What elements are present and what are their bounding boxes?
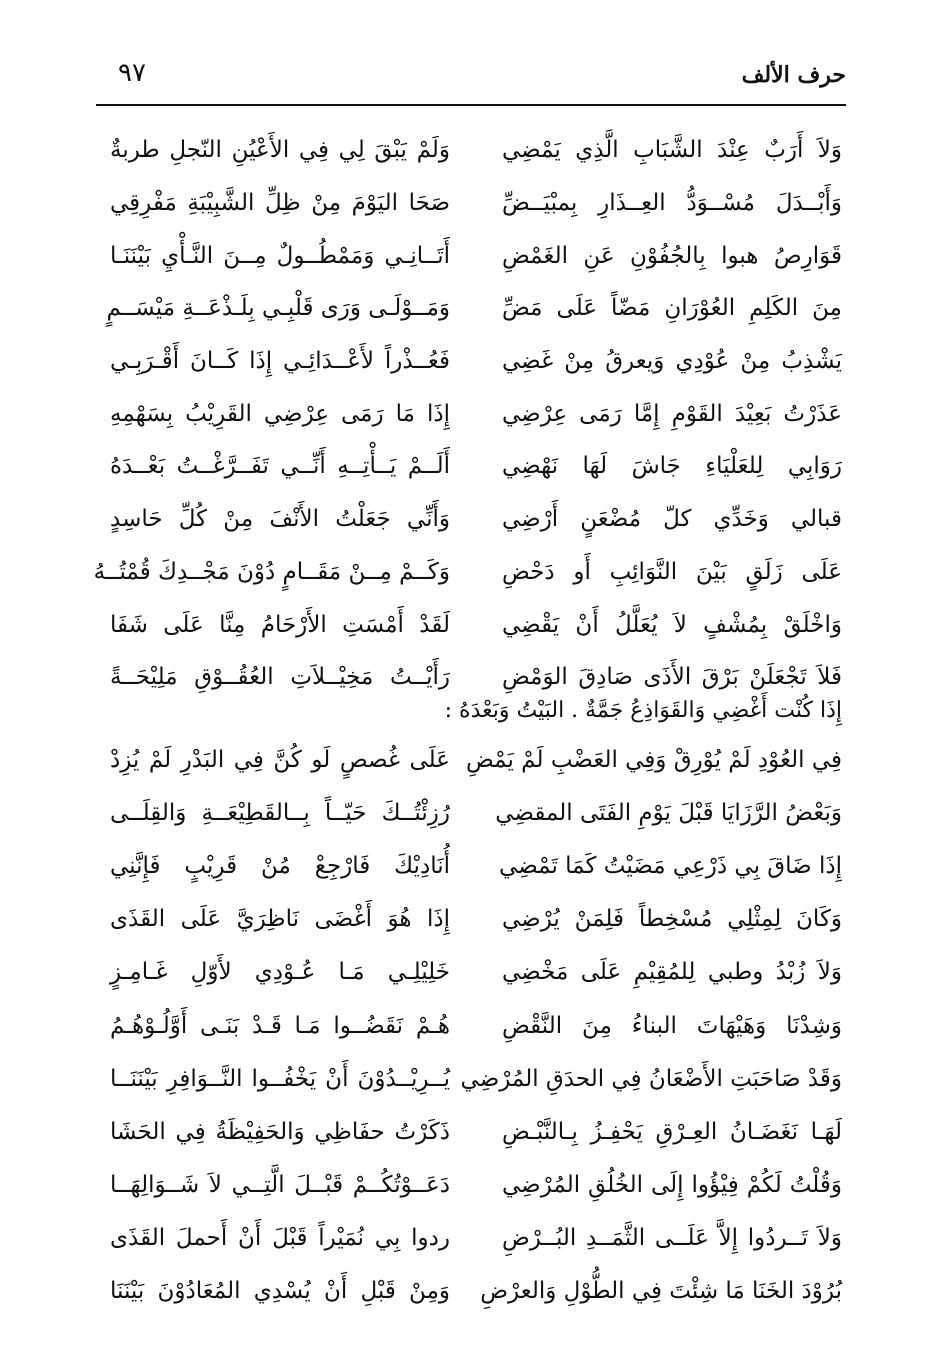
verse-line [110,946,842,999]
first-hemistich: صَحَا اليَوْمَ مِنْ ظِلِّ الشَّبِيْبَةِ مَفْرِقِي [110,190,450,217]
second-hemistich: إِذَا ضَاقَ بِي ذَرْعِي مَضَيْتُ كَمَا تَمْضِي [499,852,842,879]
verse-line [110,1052,842,1105]
second-hemistich: يَشْذِبُ مِنْ عُوْدِي وَيعرقُ مِنْ غَضِي [502,348,842,375]
second-hemistich: وَكَانَ لِمِثْلِي مُسْخِطاً فَلِمَنْ يُرْضِي [502,906,842,933]
first-hemistich: عَلَى غُصصٍ لَو كُنَّ فِي البَدْرِ لَمْ يُزِدْ [110,746,450,773]
header-rule [96,104,846,106]
verse-line [110,387,842,440]
second-hemistich: قبالي وَخَدِّي كلّ مُضْعَنٍ أَرْضِي [502,506,842,533]
verse-line [110,651,842,704]
second-hemistich: لَهَـا نَغَضَـانُ العِـرْقِ يَحْفِـزُ بِـالنَّبْـضِ [502,1118,842,1145]
first-hemistich: لَقَدْ أَمْسَتِ الأَرْحَامُ مِنَّا عَلَى شَفَا [110,611,450,638]
first-hemistich: وَلَمْ يَبْقَ لِي فِي الأَعْيُنِ النّجلِ طربةٌ [110,137,450,164]
second-hemistich: وَاخْلَقْ بِمُشْفٍ لاَ يُعَلَّلُ أَنْ يَقْضِي [502,611,842,638]
verse-line [106,282,842,335]
prose-line: إِذَا كُنْت أَغْضِي وَالقَوَاذِعُ جَمَّةٌ . البَيْتُ وَبَعْدَهُ : [444,698,842,723]
second-hemistich: وَقَدْ صَاحَبَتِ الأَضْعَانُ فِي الحدَقِ المُرْضِي [460,1065,842,1092]
first-hemistich: إِذَا مَا رَمَى عِرْضِي القَرِيْبُ بِسَهْمِهِ [110,400,450,427]
first-hemistich: وَمَــوْلَـى وَرَى قَلْبِـي بِلَـذْعَــةِ مَيْسَــمٍ [106,295,450,322]
second-hemistich: وَلاَ تَــردُوا إِلاَّ عَلَــى الثَّمَــدِ البُــرْضِ [502,1225,842,1252]
verse-line [110,733,842,786]
chapter-title: حرف الألف [741,62,846,88]
second-hemistich: عَذَرْتُ بَعِيْدَ القَوْمِ إِمَّا رَمَى عِرْضِي [502,400,842,427]
verse-line [110,335,842,388]
first-hemistich: إِذَا هُوَ أَغْضَى نَاظِرَيَّ عَلَى القَذَى [110,906,450,933]
second-hemistich: وَشِدْنَا وَهَيْهَاتَ البناءُ مِنَ النَّقْضِ [502,1012,842,1039]
first-hemistich: ذَكَرْتُ حفَاظِي وَالحَفِيْظَةُ فِي الحَشَا [110,1118,450,1145]
first-hemistich: وَكَــمْ مِــنْ مَقَــامٍ دُوْنَ مَجْــدِكَ قُمْتُــهُ [93,558,450,585]
verse-line [110,999,842,1052]
second-hemistich: عَلَى زَلَقٍ بَيْنَ النَّوَائِبِ أَو دَحْضِ [502,558,842,585]
running-head [96,52,846,102]
second-hemistich: فِي العُوْدِ لَمْ يُوْرِقْ وَفِي العَضْبِ لَمْ يَمْضِ [466,746,842,773]
second-hemistich: وَلاَ أَرَبٌ عِنْدَ الشَّبَابِ الَّذِي يَمْضِي [502,137,842,164]
first-hemistich: أُنَادِيْكَ فَارْجِعْ مُنْ قَرِيْبٍ فَإِنَّنِي [110,852,450,879]
first-hemistich: دَعَــوْتُكُــمْ قَبْــلَ الَّتِــي لاَ شَــوَالِهَــا [110,1172,450,1199]
second-hemistich: وَبَعْضُ الرَّزَايَا قَبْلَ يَوْمِ الفَتَى المقضِي [495,799,842,826]
first-hemistich: فَعُــذْراً لأَعْــدَائِـي إِذَا كَــانَ أَقْـرَبِـي [110,348,450,375]
poem-stanza-2 [110,733,842,1318]
first-hemistich: يُــرِيْــدُوْنَ أَنْ يَخْفُــوا النَّــوَافِرِ بَيْنَنَــا [110,1065,450,1092]
verse-line [110,1212,842,1265]
second-hemistich: وَلاَ زُبْدُ وطبي لِلمُقِيْمِ عَلَى مَخْضِي [502,959,842,986]
verse-line [110,893,842,946]
first-hemistich: أَتَــانِـي وَمَمْطُــولٌ مِــنَ النَّـأْيِ بَيْنَنَـا [110,242,450,269]
verse-line [110,1105,842,1158]
verse-line [110,124,842,177]
first-hemistich: رُزِئْتُــكَ حَيّــاً بِــالقَطِيْعَــةِ وَالقِلَــى [110,799,450,826]
first-hemistich: وَمِنْ قَبْلِ أَنْ يُسْدِي المُعَادُوْنَ بَيْنَنَا [110,1278,450,1305]
verse-line [110,1265,842,1318]
verse-line [110,177,842,230]
second-hemistich: مِنَ الكَلِمِ العُوْرَانِ مَضّاً عَلَى مَضِّ [502,295,842,322]
poem-stanza-1 [93,124,842,704]
verse-line [110,786,842,839]
second-hemistich: بُرُوْدَ الخَنَا مَا شِئْتَ فِي الطُّوْلِ وَالعرْضِ [480,1278,842,1305]
second-hemistich: قَوَارِصُ هبوا بِالجُفُوْنِ عَنِ الغَمْضِ [502,242,842,269]
verse-line [110,229,842,282]
first-hemistich: ردوا بِي نُمَيْراً قَبْلَ أَنْ أَحملَ القَذَى [110,1225,450,1252]
second-hemistich: فَلاَ تَجْعَلَنْ بَرْقَ الأَذَى صَادِقَ الوَمْضِ [502,664,842,691]
verse-line [110,1159,842,1212]
first-hemistich: وَأَنِّي جَعَلْتُ الأَنْفَ مِنْ كُلِّ حَاسِدٍ [110,506,450,533]
first-hemistich: أَلَــمْ يَــأْتِــهِ أَنِّــي تَفَــرَّغْــتُ بَعْــدَهُ [110,453,450,480]
verse-line [93,546,842,599]
verse-line [110,839,842,892]
second-hemistich: رَوَابِي لِلعَلْيَاءِ جَاشَ لَهَا نَهْضِي [502,453,842,480]
second-hemistich: وَأَبْــدَلَ مُسْــوَدُّ العِــذَارِ بِمبْيَــضِّ [502,190,842,217]
first-hemistich: هُـمْ نَقَضُــوا مَـا قَـدْ بَنَـى أَوَّلُـوْهُـمُ [110,1012,450,1039]
first-hemistich: خَلِيْلِـي مَـا عُـوْدِي لأَوّلِ غَـامِـزٍ [110,959,450,986]
second-hemistich: وَقُلْتُ لَكُمْ فِيْؤُوا إِلَى الخُلُقِ المُرْضِي [502,1172,842,1199]
verse-line [110,493,842,546]
verse-line [110,598,842,651]
page-number: ٩٧ [118,58,146,88]
verse-line [110,440,842,493]
first-hemistich: رَأَيْــتُ مَخِيْــلاَتِ العُقُــوْقِ مَلِيْحَــةً [110,664,450,691]
